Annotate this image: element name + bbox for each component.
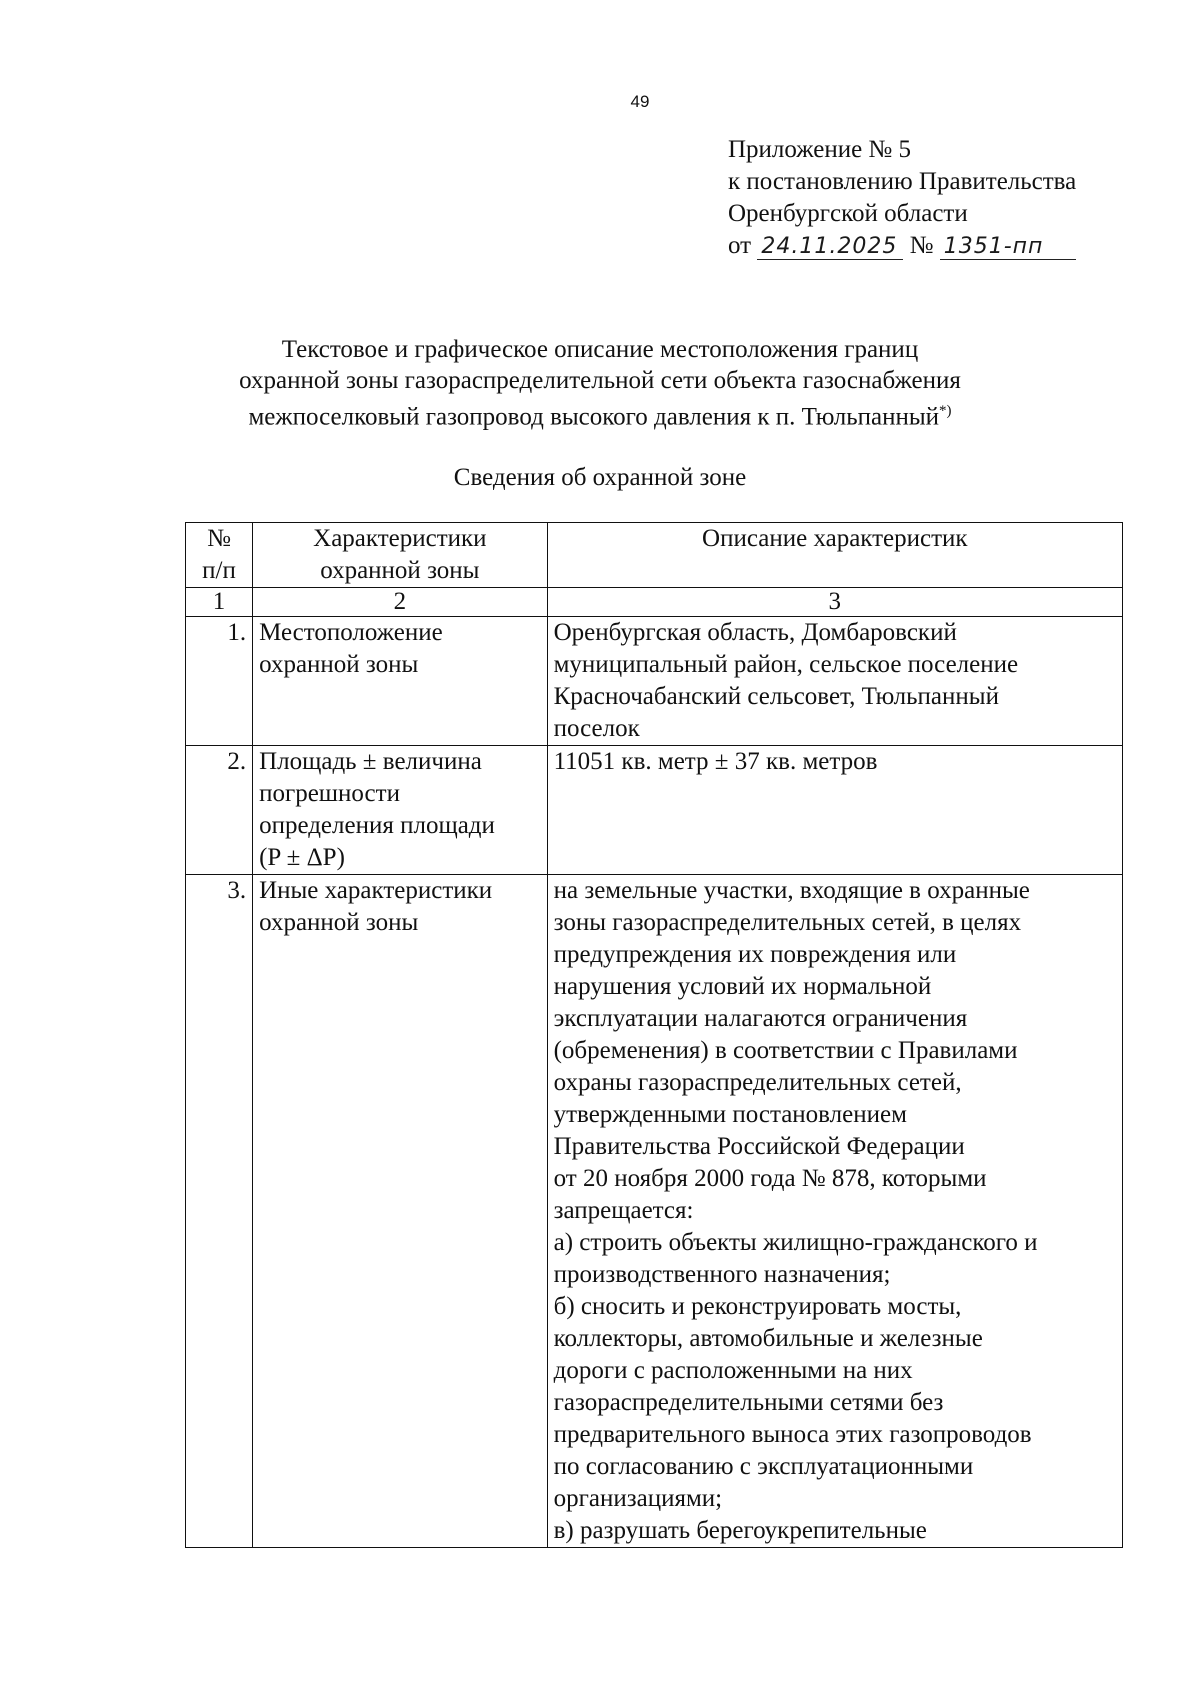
description-line: запрещается: — [553, 1197, 694, 1224]
table-body — [186, 617, 1123, 1548]
description-line: зоны газораспределительных сетей, в целях — [553, 909, 1022, 936]
table-row — [186, 746, 1123, 875]
appendix-line-3: Оренбургской области — [728, 200, 968, 227]
description-line: предварительного выноса этих газопроводов — [553, 1421, 1032, 1448]
description-line: б) сносить и реконструировать мосты, — [553, 1293, 962, 1320]
column-number-row — [186, 588, 1123, 617]
description-line: муниципальный район, сельское поселение — [553, 651, 1019, 678]
table-header-row — [186, 523, 1123, 588]
title-line-1: Текстовое и графическое описание местоположения границ — [281, 336, 919, 363]
zone-table — [185, 522, 1123, 1548]
column-number: 3 — [547, 588, 1122, 617]
appendix-line-1: Приложение № 5 — [728, 136, 912, 163]
handwritten-number: 1351-пп — [940, 235, 1076, 260]
description-line: на земельные участки, входящие в охранные — [553, 877, 1030, 904]
row-characteristic — [253, 617, 548, 746]
description-line: от 20 ноября 2000 года № 878, которыми — [553, 1165, 987, 1192]
from-label: от — [728, 232, 752, 259]
row-characteristic — [253, 875, 548, 1548]
row-number: 1. — [186, 617, 253, 746]
column-number: 1 — [186, 588, 253, 617]
table-row — [186, 617, 1123, 746]
description-line: а) строить объекты жилищно-гражданского и — [553, 1229, 1038, 1256]
row-description — [547, 746, 1122, 875]
description-line: организациями; — [553, 1485, 723, 1512]
description-line: Красночабанский сельсовет, Тюльпанный — [553, 683, 999, 710]
description-line: производственного назначения; — [553, 1261, 891, 1288]
number-label: № — [909, 232, 934, 259]
appendix-block — [728, 134, 1076, 262]
characteristic-line: (P ± ΔP) — [259, 844, 345, 871]
column-number: 2 — [253, 588, 548, 617]
row-description — [547, 875, 1122, 1548]
appendix-date-line — [728, 230, 1076, 262]
description-line: дороги с расположенными на них — [553, 1357, 913, 1384]
description-line: Правительства Российской Федерации — [553, 1133, 965, 1160]
description-line: нарушения условий их нормальной — [553, 973, 932, 1000]
description-line: охраны газораспределительных сетей, — [553, 1069, 962, 1096]
row-characteristic — [253, 746, 548, 875]
document-title — [0, 334, 1200, 432]
characteristic-line: определения площади — [259, 812, 495, 839]
header-characteristic: Характеристики охранной зоны — [253, 523, 548, 588]
title-line-3-text: межпоселковый газопровод высокого давления к п. Тюльпанный — [248, 403, 940, 431]
header-description: Описание характеристик — [547, 523, 1122, 588]
description-line: предупреждения их повреждения или — [553, 941, 957, 968]
characteristic-line: Местоположение — [259, 619, 443, 646]
row-description — [547, 617, 1122, 746]
description-line: Оренбургская область, Домбаровский — [553, 619, 957, 646]
handwritten-date: 24.11.2025 — [757, 235, 903, 260]
characteristic-line: охранной зоны — [259, 909, 419, 936]
description-line: утвержденными постановлением — [553, 1101, 907, 1128]
characteristic-line: Площадь ± величина — [259, 748, 482, 775]
row-number: 2. — [186, 746, 253, 875]
footnote-mark: *) — [939, 403, 952, 419]
description-line: газораспределительными сетями без — [553, 1389, 944, 1416]
page-number: 49 — [630, 92, 650, 111]
description-line: по согласованию с эксплуатационными — [553, 1453, 974, 1480]
characteristic-line: Иные характеристики — [259, 877, 493, 904]
description-line: поселок — [553, 715, 640, 742]
section-subtitle: Сведения об охранной зоне — [453, 464, 747, 491]
characteristic-line: охранной зоны — [259, 651, 419, 678]
description-line: в) разрушать берегоукрепительные — [553, 1517, 927, 1544]
row-number: 3. — [186, 875, 253, 1548]
description-line: коллекторы, автомобильные и железные — [553, 1325, 983, 1352]
title-line-2: охранной зоны газораспределительной сети объекта газоснабжения — [239, 367, 961, 394]
table-row — [186, 875, 1123, 1548]
appendix-line-2: к постановлению Правительства — [728, 168, 1077, 195]
description-line: (обременения) в соответствии с Правилами — [553, 1037, 1018, 1064]
characteristic-line: погрешности — [259, 780, 400, 807]
title-line-3 — [0, 396, 1200, 432]
header-num: № п/п — [186, 523, 253, 588]
description-line: 11051 кв. метр ± 37 кв. метров — [553, 748, 878, 775]
description-line: эксплуатации налагаются ограничения — [553, 1005, 968, 1032]
